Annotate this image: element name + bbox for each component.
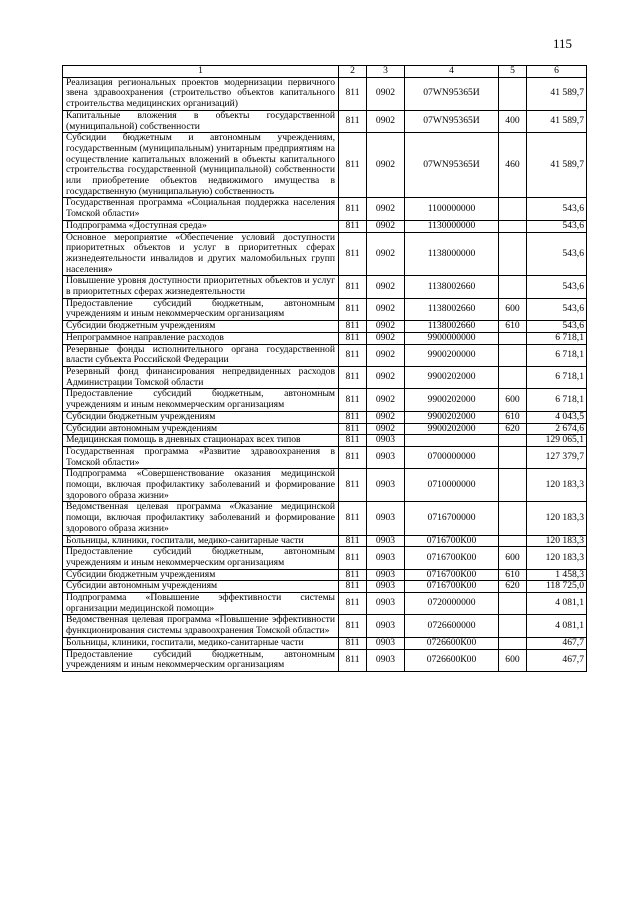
target-article-cell: 1138000000 xyxy=(405,232,499,276)
section-code-cell: 0902 xyxy=(367,232,405,276)
amount-cell: 2 674,6 xyxy=(527,423,587,435)
target-article-cell: 1138002660 xyxy=(405,276,499,298)
department-code-cell: 811 xyxy=(339,637,367,649)
target-article-cell: 0716700К00 xyxy=(405,547,499,569)
department-code-cell: 811 xyxy=(339,649,367,671)
table-row xyxy=(63,77,587,110)
expense-type-cell xyxy=(499,332,527,344)
target-article-cell: 0716700К00 xyxy=(405,535,499,547)
department-code-cell: 811 xyxy=(339,535,367,547)
table-row xyxy=(63,581,587,593)
department-code-cell: 811 xyxy=(339,615,367,637)
amount-cell: 41 589,7 xyxy=(527,110,587,132)
section-code-cell: 0902 xyxy=(367,77,405,110)
table-row xyxy=(63,332,587,344)
department-code-cell: 811 xyxy=(339,547,367,569)
amount-cell: 120 183,3 xyxy=(527,535,587,547)
target-article-cell: 1100000000 xyxy=(405,198,499,220)
section-code-cell: 0903 xyxy=(367,569,405,581)
expense-type-cell: 600 xyxy=(499,298,527,320)
expense-type-cell xyxy=(499,220,527,232)
target-article-cell: 9900202000 xyxy=(405,423,499,435)
header-cell: 3 xyxy=(367,66,405,78)
department-code-cell: 811 xyxy=(339,581,367,593)
target-article-cell: 0726600К00 xyxy=(405,637,499,649)
department-code-cell: 811 xyxy=(339,232,367,276)
section-code-cell: 0903 xyxy=(367,615,405,637)
expense-type-cell xyxy=(499,502,527,535)
expense-type-cell: 620 xyxy=(499,581,527,593)
department-code-cell: 811 xyxy=(339,366,367,388)
amount-cell: 120 183,3 xyxy=(527,469,587,502)
table-row xyxy=(63,435,587,447)
header-cell: 1 xyxy=(63,66,339,78)
section-code-cell: 0902 xyxy=(367,298,405,320)
table-row xyxy=(63,276,587,298)
section-code-cell: 0902 xyxy=(367,110,405,132)
expense-name-cell: Предоставление субсидий бюджетным, автономным учреждениям и иным некоммерческим организациям xyxy=(63,547,339,569)
section-code-cell: 0903 xyxy=(367,446,405,468)
table-row xyxy=(63,344,587,366)
header-cell: 6 xyxy=(527,66,587,78)
expense-name-cell: Субсидии бюджетным учреждениям xyxy=(63,411,339,423)
department-code-cell: 811 xyxy=(339,321,367,333)
target-article-cell: 1138002660 xyxy=(405,298,499,320)
amount-cell: 467,7 xyxy=(527,637,587,649)
department-code-cell: 811 xyxy=(339,502,367,535)
expense-name-cell: Субсидии бюджетным учреждениям xyxy=(63,569,339,581)
amount-cell: 543,6 xyxy=(527,276,587,298)
target-article-cell: 9900202000 xyxy=(405,411,499,423)
target-article-cell: 9900200000 xyxy=(405,344,499,366)
target-article-cell: 9900202000 xyxy=(405,389,499,411)
expense-name-cell: Государственная программа «Развитие здравоохранения в Томской области» xyxy=(63,446,339,468)
table-row xyxy=(63,615,587,637)
expense-type-cell xyxy=(499,535,527,547)
expense-type-cell: 600 xyxy=(499,547,527,569)
expense-name-cell: Предоставление субсидий бюджетным, автономным учреждениям и иным некоммерческим организациям xyxy=(63,389,339,411)
table-row xyxy=(63,366,587,388)
department-code-cell: 811 xyxy=(339,435,367,447)
expense-type-cell: 610 xyxy=(499,321,527,333)
amount-cell: 543,6 xyxy=(527,220,587,232)
table-row xyxy=(63,547,587,569)
table-row xyxy=(63,133,587,198)
section-code-cell: 0903 xyxy=(367,547,405,569)
header-cell: 5 xyxy=(499,66,527,78)
expense-name-cell: Предоставление субсидий бюджетным, автономным учреждениям и иным некоммерческим организациям xyxy=(63,649,339,671)
expense-type-cell: 610 xyxy=(499,569,527,581)
table-row xyxy=(63,502,587,535)
table-row xyxy=(63,637,587,649)
expense-name-cell: Подпрограмма «Доступная среда» xyxy=(63,220,339,232)
department-code-cell: 811 xyxy=(339,110,367,132)
target-article-cell: 0716700К00 xyxy=(405,581,499,593)
table-row xyxy=(63,411,587,423)
department-code-cell: 811 xyxy=(339,344,367,366)
department-code-cell: 811 xyxy=(339,332,367,344)
target-article-cell: 0720000000 xyxy=(405,593,499,615)
expense-name-cell: Подпрограмма «Совершенствование оказания медицинской помощи, включая профилактику заболеваний и формирование здорового образа жизни» xyxy=(63,469,339,502)
expense-name-cell: Основное мероприятие «Обеспечение условий доступности приоритетных объектов и услуг в приоритетных сферах жизнедеятельности инвалидов и других маломобильных групп населения» xyxy=(63,232,339,276)
amount-cell: 6 718,1 xyxy=(527,389,587,411)
expense-type-cell xyxy=(499,344,527,366)
department-code-cell: 811 xyxy=(339,411,367,423)
target-article-cell: 0726600К00 xyxy=(405,649,499,671)
expense-name-cell: Субсидии бюджетным учреждениям xyxy=(63,321,339,333)
department-code-cell: 811 xyxy=(339,276,367,298)
section-code-cell: 0903 xyxy=(367,535,405,547)
expense-name-cell: Повышение уровня доступности приоритетных объектов и услуг в приоритетных сферах жизнедеятельности xyxy=(63,276,339,298)
table-row xyxy=(63,535,587,547)
expense-type-cell xyxy=(499,446,527,468)
expense-type-cell xyxy=(499,615,527,637)
department-code-cell: 811 xyxy=(339,569,367,581)
section-code-cell: 0903 xyxy=(367,593,405,615)
expense-name-cell: Резервный фонд финансирования непредвиденных расходов Администрации Томской области xyxy=(63,366,339,388)
amount-cell: 6 718,1 xyxy=(527,344,587,366)
target-article-cell: 07WN95365И xyxy=(405,133,499,198)
table-row xyxy=(63,469,587,502)
section-code-cell: 0903 xyxy=(367,502,405,535)
expense-name-cell: Субсидии автономным учреждениям xyxy=(63,423,339,435)
section-code-cell: 0903 xyxy=(367,469,405,502)
table-row xyxy=(63,389,587,411)
target-article-cell: 07WN95365И xyxy=(405,110,499,132)
amount-cell: 120 183,3 xyxy=(527,547,587,569)
target-article-cell: 07WN95365И xyxy=(405,77,499,110)
department-code-cell: 811 xyxy=(339,446,367,468)
expense-name-cell: Ведомственная целевая программа «Повышение эффективности функционирования системы здравоохранения Томской области» xyxy=(63,615,339,637)
amount-cell: 1 458,3 xyxy=(527,569,587,581)
department-code-cell: 811 xyxy=(339,198,367,220)
table-row xyxy=(63,649,587,671)
amount-cell: 6 718,1 xyxy=(527,366,587,388)
section-code-cell: 0902 xyxy=(367,344,405,366)
amount-cell: 4 081,1 xyxy=(527,593,587,615)
expense-type-cell: 460 xyxy=(499,133,527,198)
target-article-cell: 0700000000 xyxy=(405,446,499,468)
table-row xyxy=(63,110,587,132)
section-code-cell: 0902 xyxy=(367,198,405,220)
expense-type-cell xyxy=(499,198,527,220)
expense-name-cell: Субсидии бюджетным и автономным учреждениям, государственным (муниципальным) унитарным предприятиям на осуществление капитальных вложений в объекты капитального строительства государственной (муниципальной) собственности или приобретение объектов недвижимого имущества в государственную (муниципальную) собственность xyxy=(63,133,339,198)
table-row xyxy=(63,593,587,615)
page-number: 115 xyxy=(552,36,572,51)
target-article-cell xyxy=(405,435,499,447)
table-header-row xyxy=(63,66,587,78)
expense-name-cell: Предоставление субсидий бюджетным, автономным учреждениям и иным некоммерческим организациям xyxy=(63,298,339,320)
amount-cell: 467,7 xyxy=(527,649,587,671)
header-cell: 4 xyxy=(405,66,499,78)
expense-type-cell xyxy=(499,593,527,615)
expense-name-cell: Ведомственная целевая программа «Оказание медицинской помощи, включая профилактику заболеваний и формирование здорового образа жизни» xyxy=(63,502,339,535)
section-code-cell: 0902 xyxy=(367,366,405,388)
table-row xyxy=(63,321,587,333)
budget-table-body xyxy=(63,66,587,672)
table-row xyxy=(63,446,587,468)
amount-cell: 543,6 xyxy=(527,232,587,276)
amount-cell: 6 718,1 xyxy=(527,332,587,344)
expense-type-cell xyxy=(499,366,527,388)
expense-name-cell: Непрограммное направление расходов xyxy=(63,332,339,344)
expense-type-cell xyxy=(499,637,527,649)
expense-type-cell xyxy=(499,232,527,276)
amount-cell: 4 043,5 xyxy=(527,411,587,423)
expense-type-cell: 600 xyxy=(499,649,527,671)
amount-cell: 129 065,1 xyxy=(527,435,587,447)
target-article-cell: 1130000000 xyxy=(405,220,499,232)
department-code-cell: 811 xyxy=(339,469,367,502)
expense-name-cell: Субсидии автономным учреждениям xyxy=(63,581,339,593)
table-row xyxy=(63,423,587,435)
budget-table xyxy=(62,65,587,672)
header-cell: 2 xyxy=(339,66,367,78)
expense-name-cell: Государственная программа «Социальная поддержка населения Томской области» xyxy=(63,198,339,220)
expense-name-cell: Больницы, клиники, госпитали, медико-санитарные части xyxy=(63,535,339,547)
amount-cell: 543,6 xyxy=(527,298,587,320)
target-article-cell: 0716700000 xyxy=(405,502,499,535)
amount-cell: 41 589,7 xyxy=(527,77,587,110)
expense-type-cell xyxy=(499,77,527,110)
expense-type-cell: 600 xyxy=(499,389,527,411)
amount-cell: 543,6 xyxy=(527,321,587,333)
table-row xyxy=(63,298,587,320)
section-code-cell: 0902 xyxy=(367,411,405,423)
amount-cell: 4 081,1 xyxy=(527,615,587,637)
department-code-cell: 811 xyxy=(339,389,367,411)
section-code-cell: 0902 xyxy=(367,276,405,298)
expense-name-cell: Медицинская помощь в дневных стационарах всех типов xyxy=(63,435,339,447)
expense-type-cell: 400 xyxy=(499,110,527,132)
expense-name-cell: Резервные фонды исполнительного органа государственной власти субъекта Российской Федерации xyxy=(63,344,339,366)
section-code-cell: 0902 xyxy=(367,321,405,333)
expense-name-cell: Подпрограмма «Повышение эффективности системы организации медицинской помощи» xyxy=(63,593,339,615)
amount-cell: 118 725,0 xyxy=(527,581,587,593)
department-code-cell: 811 xyxy=(339,133,367,198)
target-article-cell: 0726600000 xyxy=(405,615,499,637)
expense-type-cell: 620 xyxy=(499,423,527,435)
expense-type-cell xyxy=(499,469,527,502)
target-article-cell: 0716700К00 xyxy=(405,569,499,581)
section-code-cell: 0902 xyxy=(367,332,405,344)
department-code-cell: 811 xyxy=(339,298,367,320)
section-code-cell: 0902 xyxy=(367,133,405,198)
expense-type-cell xyxy=(499,435,527,447)
section-code-cell: 0903 xyxy=(367,581,405,593)
expense-type-cell xyxy=(499,276,527,298)
table-row xyxy=(63,569,587,581)
section-code-cell: 0902 xyxy=(367,423,405,435)
expense-name-cell: Реализация региональных проектов модернизации первичного звена здравоохранения (строительство объектов капитального строительства медицинских организаций) xyxy=(63,77,339,110)
target-article-cell: 1138002660 xyxy=(405,321,499,333)
section-code-cell: 0902 xyxy=(367,389,405,411)
amount-cell: 120 183,3 xyxy=(527,502,587,535)
department-code-cell: 811 xyxy=(339,220,367,232)
amount-cell: 41 589,7 xyxy=(527,133,587,198)
department-code-cell: 811 xyxy=(339,593,367,615)
table-row xyxy=(63,232,587,276)
department-code-cell: 811 xyxy=(339,423,367,435)
target-article-cell: 0710000000 xyxy=(405,469,499,502)
expense-type-cell: 610 xyxy=(499,411,527,423)
section-code-cell: 0902 xyxy=(367,220,405,232)
section-code-cell: 0903 xyxy=(367,435,405,447)
target-article-cell: 9900202000 xyxy=(405,366,499,388)
expense-name-cell: Больницы, клиники, госпитали, медико-санитарные части xyxy=(63,637,339,649)
department-code-cell: 811 xyxy=(339,77,367,110)
section-code-cell: 0903 xyxy=(367,649,405,671)
amount-cell: 543,6 xyxy=(527,198,587,220)
target-article-cell: 9900000000 xyxy=(405,332,499,344)
section-code-cell: 0903 xyxy=(367,637,405,649)
table-row xyxy=(63,220,587,232)
amount-cell: 127 379,7 xyxy=(527,446,587,468)
expense-name-cell: Капитальные вложения в объекты государственной (муниципальной) собственности xyxy=(63,110,339,132)
table-row xyxy=(63,198,587,220)
